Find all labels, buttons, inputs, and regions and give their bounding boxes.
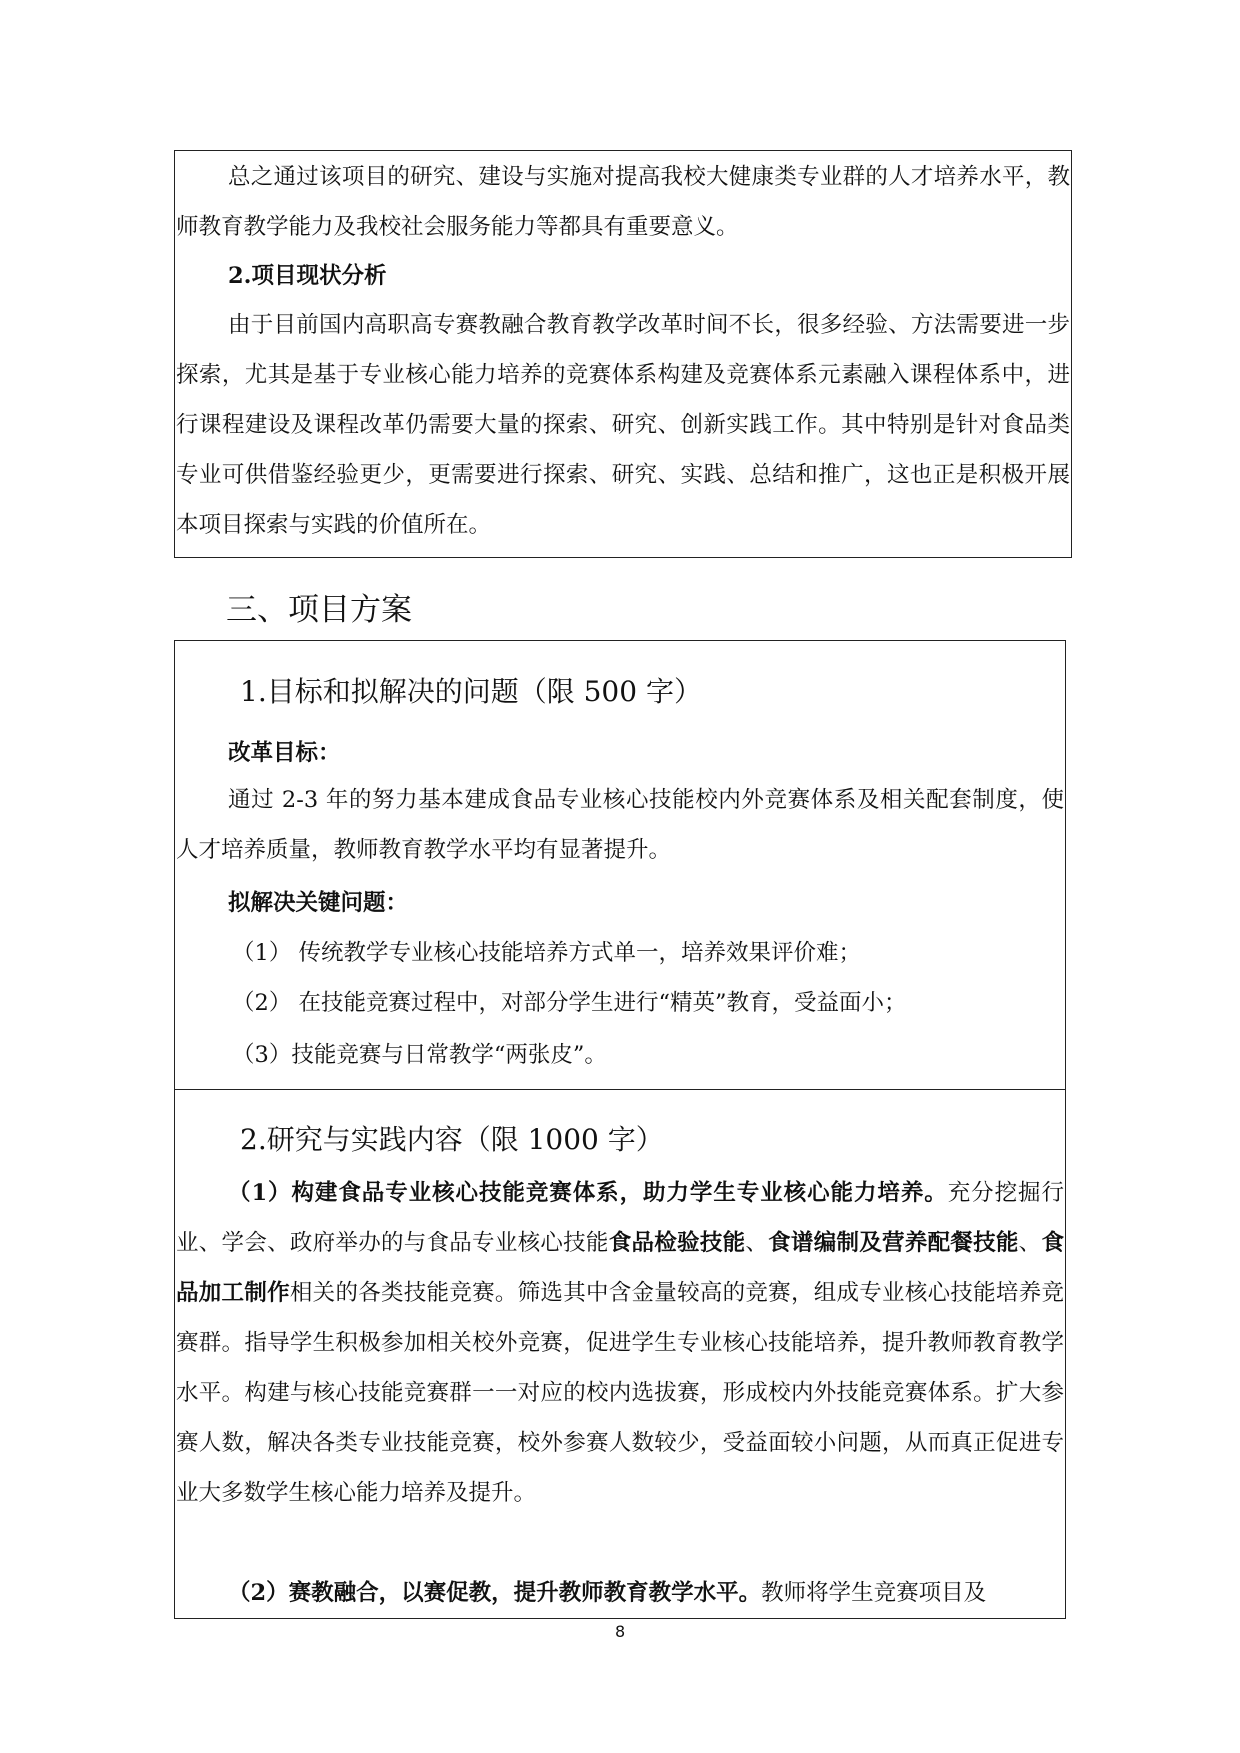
issue-item: （1） 传统教学专业核心技能培养方式单一，培养效果评价难； (232, 940, 861, 966)
reform-goal-label: 改革目标： (228, 740, 341, 766)
text-run: 充分挖掘行业、学会、政府举办的与食品专业核心技能 (176, 1180, 1064, 1256)
section-title: 三、项目方案 (226, 592, 412, 628)
research-title: 2.研究与实践内容（限 1000 字） (240, 1123, 664, 1156)
reform-goal-text: 通过 2-3 年的努力基本建成食品专业核心技能校内外竞赛体系及相关配套制度，使人才培养质量，教师教育教学水平均有显著提升。 (176, 787, 1064, 863)
issue-item: （3）技能竞赛与日常教学“两张皮”。 (232, 1042, 607, 1068)
status-analysis-paragraph: 由于目前国内高职高专赛教融合教育教学改革时间不长，很多经验、方法需要进一步探索，尤其是基于专业核心能力培养的竞赛体系构建及竞赛体系元素融入课程体系中，进行课程建设及课程改革仍需要大量的探索、研究、创新实践工作。其中特别是针对食品类专业可供借鉴经验更少，更需要进行探索、研究、实践、总结和推广，这也正是积极开展本项目探索与实践的价值所在。 (176, 312, 1070, 538)
page-number: 8 (615, 1622, 626, 1641)
text-run: 教师将学生竞赛项目及 (761, 1580, 987, 1606)
status-analysis-heading: 2.项目现状分析 (228, 263, 387, 289)
research-point-1-title: （1）构建食品专业核心技能竞赛体系，助力学生专业核心能力培养。 (228, 1180, 948, 1206)
text-run: 、 (745, 1230, 769, 1256)
research-paragraph-2 (176, 1568, 1064, 1618)
text-run: 相关的各类技能竞赛。筛选其中含金量较高的竞赛，组成专业核心技能培养竞赛群。指导学生积极参加相关校外竞赛，促进学生专业核心技能培养，提升教师教育教学水平。构建与核心技能竞赛群一一对应的校内选拔赛，形成校内外技能竞赛体系。扩大参赛人数，解决各类专业技能竞赛，校外参赛人数较少，受益面较小问题，从而真正促进专业大多数学生核心能力培养及提升。 (176, 1280, 1064, 1506)
key-issues-label: 拟解决关键问题： (228, 890, 409, 916)
research-paragraph-1 (176, 1168, 1064, 1518)
emphasis-recipe-nutrition: 食谱编制及营养配餐技能 (768, 1230, 1019, 1256)
text-run: 、 (1018, 1230, 1042, 1256)
summary-paragraph: 总之通过该项目的研究、建设与实施对提高我校大健康类专业群的人才培养水平，教师教育教学能力及我校社会服务能力等都具有重要意义。 (176, 164, 1070, 240)
issue-item: （2） 在技能竞赛过程中，对部分学生进行“精英”教育，受益面小； (232, 990, 907, 1016)
goals-title: 1.目标和拟解决的问题（限 500 字） (240, 675, 702, 708)
emphasis-food-processing: 食品加工制作 (176, 1230, 1064, 1306)
research-point-2-title: （2）赛教融合，以赛促教，提升教师教育教学水平。 (228, 1580, 762, 1606)
emphasis-food-testing: 食品检验技能 (608, 1230, 746, 1256)
